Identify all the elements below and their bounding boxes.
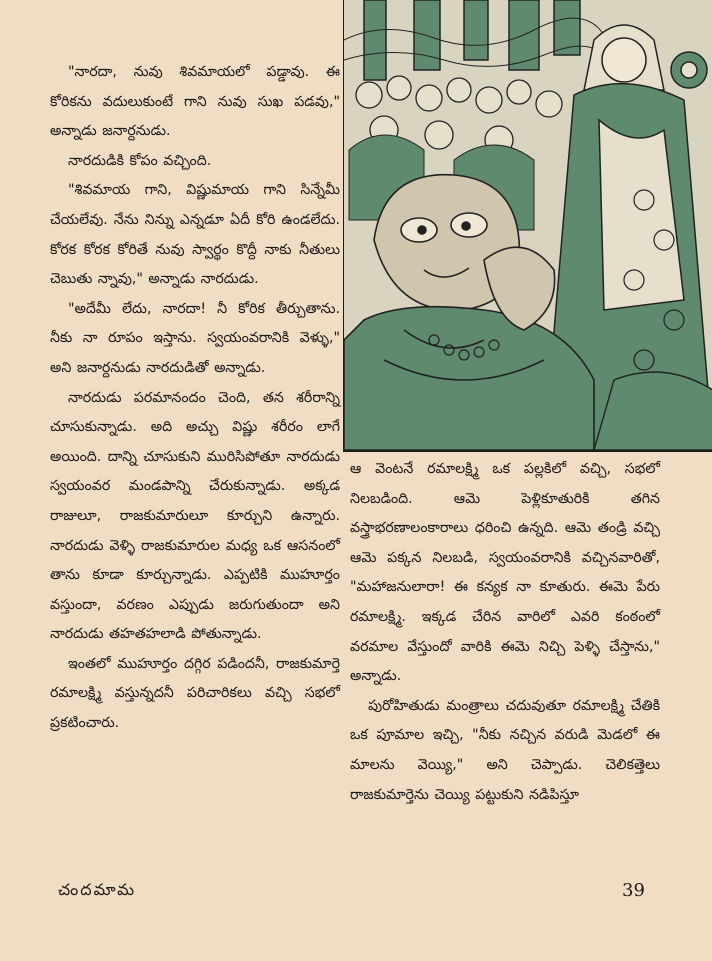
left-text-column xyxy=(50,58,340,739)
paragraph: నారదుడికి కోపం వచ్చింది. xyxy=(68,152,212,169)
paragraph: "అదేమీ లేదు, నారదా! నీ కోరిక తీర్చుతాను. నీకు నా రూపం ఇస్తాను. స్వయంవరానికి వెళ్ళు," అని జనార్దనుడు నారదుడితో అన్నాడు. xyxy=(50,300,340,376)
magazine-title: చందమామ xyxy=(58,880,137,899)
right-text-column xyxy=(350,455,660,810)
paragraph: "శివమాయ గాని, విష్ణుమాయ గాని సిన్నేమీ చేయలేవు. నేను నిన్ను ఎన్నడూ ఏదీ కోరి ఉండలేదు. కోరక కోరక కోరితే నువు స్వార్థం కొద్దీ నాకు నీతులు చెబుతు న్నావు," అన్నాడు నారదుడు. xyxy=(50,182,340,288)
story-illustration xyxy=(343,0,712,452)
page-number: 39 xyxy=(622,880,645,901)
paragraph: "నారదా, నువు శివమాయలో పడ్డావు. ఈ కోరికను వదులుకుంటే గాని నువు సుఖ పడవు," అన్నాడు జనార్దనుడు. xyxy=(50,64,340,140)
paragraph: ఆ వెంటనే రమాలక్ష్మి ఒక పల్లకిలో వచ్చి, సభలో నిలబడింది. ఆమె పెళ్లికూతురికి తగిన వస్త్రాభరణాలంకారాలు ధరించి ఉన్నది. ఆమె తండ్రి వచ్చి ఆమె పక్కన నిలబడి, స్వయంవరానికి వచ్చినవారితో, "మహాజనులారా! ఈ కన్యక నా కూతురు. ఈమె పేరు రమాలక్ష్మి. ఇక్కడ చేరిన వారిలో ఎవరి కంఠంలో వరమాల వేస్తుందో వారికి ఈమె నిచ్చి పెళ్ళి చేస్తాను," అన్నాడు. xyxy=(350,461,660,685)
paragraph: ఇంతలో ముహూర్తం దగ్గిర పడిందనీ, రాజకుమార్తె రమాలక్ష్మి వస్తున్నదనీ పరిచారికలు వచ్చి సభలో ప్రకటించారు. xyxy=(50,655,340,732)
paragraph: నారదుడు పరమానందం చెంది, తన శరీరాన్ని చూసుకున్నాడు. అది అచ్చు విష్ణు శరీరం లాగే అయింది. దాన్ని చూసుకుని మురిసిపోతూ నారదుడు స్వయంవర మండపాన్ని చేరుకున్నాడు. అక్కడ రాజులూ, రాజకుమారులూ కూర్చుని ఉన్నారు. నారదుడు వెళ్ళి రాజకుమారుల మధ్య ఒక ఆసనంలో తాను కూడా కూర్చున్నాడు. ఎప్పటికి ముహూర్తం వస్తుందా, వరణం ఎప్పుడు జరుగుతుందా అని నారదుడు తహతహలాడి పోతున్నాడు. xyxy=(50,389,340,643)
paragraph: పురోహితుడు మంత్రాలు చదువుతూ రమాలక్ష్మి చేతికి ఒక పూమాల ఇచ్చి, "నీకు నచ్చిన వరుడి మెడలో ఈ మాలను వెయ్యి," అని చెప్పాడు. చెలికత్తెలు రాజకుమార్తెను చెయ్యి పట్టుకుని నడిపిస్తూ xyxy=(350,697,660,803)
